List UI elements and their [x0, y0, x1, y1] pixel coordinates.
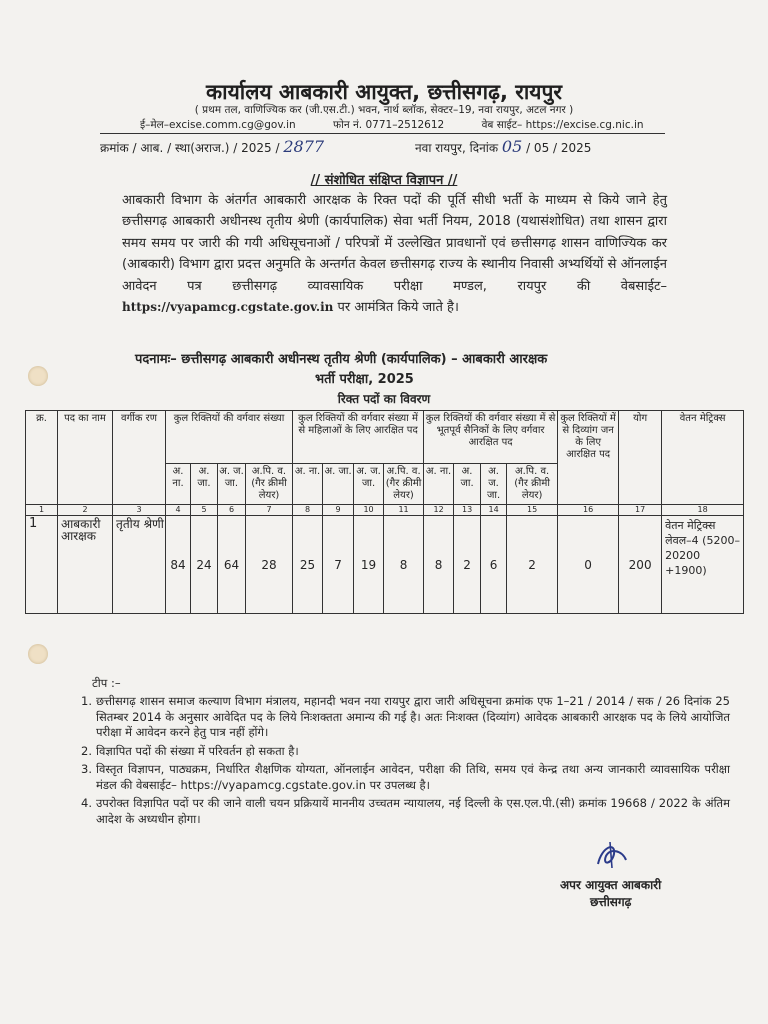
header-sno: क्र. [26, 411, 58, 505]
notes-title: टीप :– [92, 676, 121, 690]
sub-sc: अ. जा. [191, 464, 218, 505]
header-total: योग [619, 411, 662, 505]
row-value: 84 [166, 516, 191, 614]
row-value: 2 [454, 516, 481, 614]
row-value: 8 [384, 516, 424, 614]
website-text: वेब साईट– https://excise.cg.nic.in [481, 119, 644, 131]
row-value: 2 [507, 516, 558, 614]
reference-number: 2877 [283, 137, 325, 156]
header-women-group: कुल रिक्तियों की वर्गवार संख्या में से महिलाओं के लिए आरक्षित पद [293, 411, 424, 464]
email-text: ई–मेल–excise.comm.cg@gov.in [140, 119, 296, 131]
punch-hole-top [28, 366, 48, 386]
table-row [26, 516, 744, 614]
note-item [70, 762, 730, 793]
office-title: कार्यालय आबकारी आयुक्त, छत्तीसगढ़, रायपुर [206, 80, 562, 104]
colnum: 6 [218, 505, 246, 516]
colnum: 3 [113, 505, 166, 516]
vyapam-url: https://vyapamcg.cgstate.gov.in [122, 300, 334, 315]
post-line1: पदनामः– छत्तीसगढ़ आबकारी अधीनस्थ तृतीय श्रेणी (कार्यपालिक) – आबकारी आरक्षक [135, 352, 548, 367]
note-number: 1. [81, 694, 92, 708]
row-value: 19 [354, 516, 384, 614]
header-divyang: कुल रिक्तियों में से दिव्यांग जन के लिए आरक्षित पद [558, 411, 619, 505]
office-address: ( प्रथम तल, वाणिज्यिक कर (जी.एस.टी.) भवन, नार्थ ब्लॉक, सेक्टर–19, नवा रायपुर, अटल नगर ) [194, 104, 574, 116]
note-item [70, 694, 730, 741]
reference-line [100, 137, 324, 156]
sub-women-ur: अ. ना. [293, 464, 323, 505]
row-value: 200 [619, 516, 662, 614]
note-text: छत्तीसगढ़ शासन समाज कल्याण विभाग मंत्रालय, महानदी भवन नया रायपुर द्वारा जारी अधिसूचना क्रमांक एफ 1–21 / 2014 / सक / 26 दिनांक 25 सितम्बर 2014 के अनुसार आवेदित पद के लिये निःशक्तता अमान्य की गई है। अतः निःशक्त (दिव्यांग) आवेदक आबकारी आरक्षक पद के लिये आयोजित परीक्षा में आवेदन करने हेतु पात्र नहीं होंगे। [96, 694, 730, 739]
notice-heading [0, 170, 768, 188]
post-name [135, 350, 680, 390]
colnum: 5 [191, 505, 218, 516]
colnum: 18 [662, 505, 744, 516]
note-text: विज्ञापित पदों की संख्या में परिवर्तन हो सकता है। [96, 743, 299, 758]
row-sno: 1 [26, 516, 58, 614]
row-value: 8 [424, 516, 454, 614]
sub-ur: अ. ना. [166, 464, 191, 505]
reference-prefix: क्रमांक / आब. / स्था(अराज.) / 2025 / [100, 141, 280, 155]
row-post: आबकारी आरक्षक [58, 516, 113, 614]
date-day: 05 [501, 137, 523, 156]
sub-women-sc: अ. जा. [323, 464, 354, 505]
row-value: 28 [246, 516, 293, 614]
paragraph-text: आबकारी विभाग के अंतर्गत आबकारी आरक्षक के रिक्त पदों की पूर्ति सीधी भर्ती के माध्यम से किये जाने हेतु छत्तीसगढ़ आबकारी अधीनस्थ तृतीय श्रेणी (कार्यपालिक) सेवा भर्ती नियम, 2018 (यथासंशोधित) तथा शासन द्वारा समय समय पर जारी की गयी अधिसूचनाओं / परिपत्रों में उल्लेखित प्रावधानों एवं छत्तीसगढ़ शासन वाणिज्यिक कर (आबकारी) विभाग द्वारा प्रदत्त अनुमति के अन्तर्गत केवल छत्तीसगढ़ राज्य के स्थानीय निवासी अभ्यर्थियों से ऑनलाईन आवेदन पत्र छत्तीसगढ़ व्यावसायिक परीक्षा मण्डल, रायपुर की वेबसाईट– [122, 193, 667, 294]
notice-paragraph [122, 190, 667, 318]
table-header-row [26, 411, 744, 464]
row-value: 25 [293, 516, 323, 614]
table-title: रिक्त पदों का विवरण [337, 392, 431, 406]
colnum: 13 [454, 505, 481, 516]
sub-women-st: अ. ज. जा. [354, 464, 384, 505]
punch-hole-bottom [28, 644, 48, 664]
row-value: 7 [323, 516, 354, 614]
colnum: 10 [354, 505, 384, 516]
header-pay: वेतन मेट्रिक्स [662, 411, 744, 505]
colnum: 1 [26, 505, 58, 516]
note-number: 2. [81, 743, 92, 758]
row-value: 64 [218, 516, 246, 614]
sub-exsm-ur: अ. ना. [424, 464, 454, 505]
notes-list [70, 694, 730, 830]
note-text: विस्तृत विज्ञापन, पाठ्यक्रम, निर्धारित शैक्षणिक योग्यता, ऑनलाईन आवेदन, परीक्षा की तिथि, समय एवं केन्द्र तथा अन्य जानकारी व्यावसायिक परीक्षा मंडल की वेबसाईट– https://vyapamcg.cgstate.gov.in पर उपलब्ध है। [96, 762, 730, 792]
colnum: 8 [293, 505, 323, 516]
header-post: पद का नाम [58, 411, 113, 505]
contact-line [140, 118, 678, 132]
column-number-row [26, 505, 744, 516]
colnum: 14 [481, 505, 507, 516]
note-text: उपरोक्त विज्ञापित पदों पर की जाने वाली चयन प्रक्रियायें माननीय उच्चतम न्यायालय, नई दिल्ली के एस.एल.पी.(सी) क्रमांक 19668 / 2022 के अंतिम आदेश के अध्यधीन होगा। [96, 796, 730, 826]
header-divider [100, 133, 665, 134]
phone-text: फोन नं. 0771–2512612 [333, 119, 445, 131]
date-prefix: नवा रायपुर, दिनांक [415, 141, 499, 155]
row-value: 24 [191, 516, 218, 614]
colnum: 16 [558, 505, 619, 516]
notice-heading-text: // संशोधित संक्षिप्त विज्ञापन // [310, 173, 458, 188]
sub-st: अ. ज. जा. [218, 464, 246, 505]
note-number: 4. [81, 796, 92, 810]
sub-women-obc: अ.पि. व. (गैर क्रीमी लेयर) [384, 464, 424, 505]
date-suffix: / 05 / 2025 [526, 141, 592, 155]
colnum: 11 [384, 505, 424, 516]
note-item [70, 796, 730, 827]
row-pay: वेतन मेट्रिक्स लेवल–4 (5200–20200 +1900) [662, 516, 744, 614]
vacancy-table [25, 410, 744, 614]
colnum: 4 [166, 505, 191, 516]
note-item [70, 744, 730, 760]
signatory-designation: अपर आयुक्त आबकारी [560, 878, 662, 892]
row-value: 6 [481, 516, 507, 614]
header-total-group: कुल रिक्तियों की वर्गवार संख्या [166, 411, 293, 464]
colnum: 9 [323, 505, 354, 516]
colnum: 15 [507, 505, 558, 516]
sub-exsm-obc: अ.पि. व. (गैर क्रीमी लेयर) [507, 464, 558, 505]
colnum: 12 [424, 505, 454, 516]
sub-obc: अ.पि. व. (गैर क्रीमी लेयर) [246, 464, 293, 505]
colnum: 7 [246, 505, 293, 516]
row-class: तृतीय श्रेणी [113, 516, 166, 614]
signatory-state: छत्तीसगढ़ [590, 895, 632, 909]
note-number: 3. [81, 762, 92, 776]
sub-exsm-sc: अ. जा. [454, 464, 481, 505]
post-line2: भर्ती परीक्षा, 2025 [315, 372, 414, 387]
header-exsm-group: कुल रिक्तियों की वर्गवार संख्या में से भूतपूर्व सैनिकों के लिए वर्गवार आरक्षित पद [424, 411, 558, 464]
row-value: 0 [558, 516, 619, 614]
colnum: 17 [619, 505, 662, 516]
colnum: 2 [58, 505, 113, 516]
header-class: वर्गीक रण [113, 411, 166, 505]
sub-exsm-st: अ. ज. जा. [481, 464, 507, 505]
paragraph-tail: पर आमंत्रित किये जाते है। [333, 300, 459, 316]
date-line [415, 137, 591, 156]
signature-mark [592, 838, 632, 872]
